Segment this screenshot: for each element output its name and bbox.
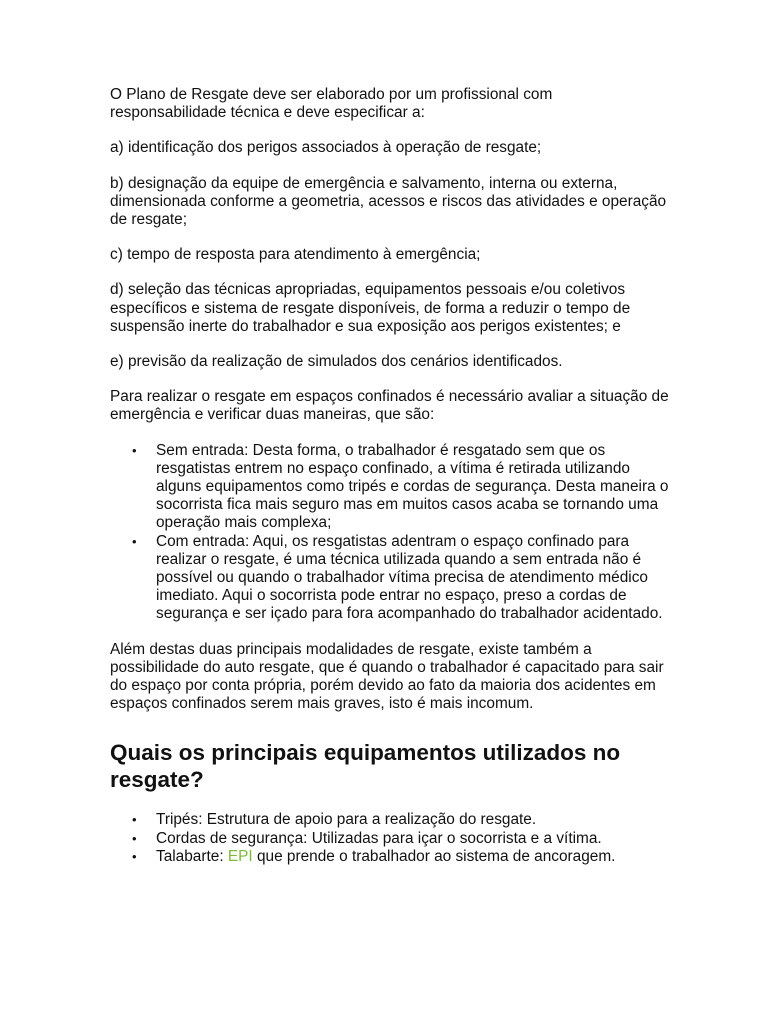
item-a: a) identificação dos perigos associados à operação de resgate; (110, 139, 542, 157)
lanyard-prefix: Talabarte: (156, 847, 228, 865)
item-b: b) designação da equipe de emergência e salvamento, interna ou externa, dimensionada conforme a geometria, acessos e riscos das atividades e operação de resgate; (110, 174, 667, 229)
equipment-lanyard (156, 848, 670, 866)
equipment-tripod: • Tripés: Estrutura de apoio para a realização do resgate. (156, 811, 670, 829)
equipment-heading: Quais os principais equipamentos utilizados no resgate? (110, 740, 621, 792)
epi-link[interactable]: EPI (227, 847, 253, 865)
item-c: c) tempo de resposta para atendimento à emergência; (110, 246, 481, 264)
equipment-list (110, 811, 670, 866)
confined-intro-paragraph: Para realizar o resgate em espaços confinados é necessário avaliar a situação de emergência e verificar duas maneiras, que são: (110, 388, 669, 424)
item-e: e) previsão da realização de simulados dos cenários identificados. (110, 353, 563, 371)
intro-paragraph: O Plano de Resgate deve ser elaborado por um profissional com responsabilidade técnica e deve especificar a: (110, 86, 553, 122)
item-d: d) seleção das técnicas apropriadas, equipamentos pessoais e/ou coletivos específicos e sistema de resgate disponíveis, de forma a reduzir o tempo de suspensão inerte do trabalhador e sua exposição aos perigos existentes; e (110, 281, 631, 335)
method-without-entry: • Sem entrada: Desta forma, o trabalhador é resgatado sem que os resgatistas entrem no espaço confinado, a vítima é retirada utilizando alguns equipamentos como tripés e cordas de segurança. Desta maneira o socorrista fica mais seguro mas em muitos casos acaba se tornando uma operação mais complexa; (156, 442, 670, 533)
method-with-entry: • Com entrada: Aqui, os resgatistas adentram o espaço confinado para realizar o resgate, é uma técnica utilizada quando a sem entrada não é possível ou quando o trabalhador vítima precisa de atendimento médico imediato. Aqui o socorrista pode entrar no espaço, preso a cordas de segurança e ser içado para fora acompanhado do trabalhador acidentado. (156, 533, 670, 624)
rescue-methods-list (110, 442, 670, 624)
document-page (110, 86, 670, 883)
lanyard-suffix: que prende o trabalhador ao sistema de ancoragem. (252, 847, 616, 865)
self-rescue-paragraph: Além destas duas principais modalidades de resgate, existe também a possibilidade do auto resgate, que é quando o trabalhador é capacitado para sair do espaço por conta própria, porém devido ao fato da maioria dos acidentes em espaços confinados serem mais graves, isto é mais incomum. (110, 640, 664, 713)
equipment-ropes: • Cordas de segurança: Utilizadas para içar o socorrista e a vítima. (156, 830, 670, 848)
